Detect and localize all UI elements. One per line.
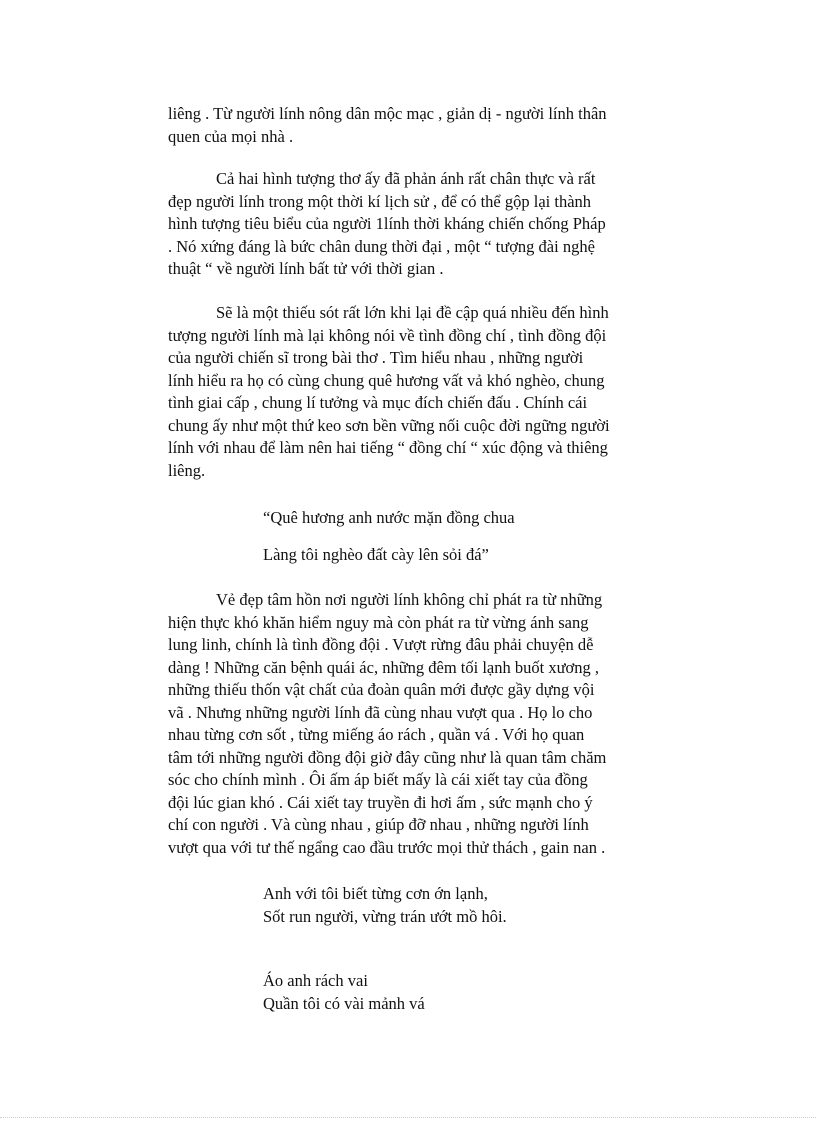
paragraph-1 xyxy=(168,103,668,148)
text-line: lính với nhau để làm nên hai tiếng “ đồng chí “ xúc động và thiêng xyxy=(168,438,608,457)
text-line: liêng. xyxy=(168,460,206,480)
text-line: quen của mọi nhà . xyxy=(168,126,294,146)
verse-stanza-1 xyxy=(263,883,507,928)
text-line: Vẻ đẹp tâm hồn nơi người lính không chỉ phát ra từ những xyxy=(216,590,603,609)
text-line: . Nó xứng đáng là bức chân dung thời đại , một “ tượng đài nghệ xyxy=(168,236,595,256)
verse-text: Sốt run người, vừng trán ướt mồ hôi. xyxy=(263,906,507,926)
text-line: lung linh, chính là tình đồng đội . Vượt rừng đâu phải chuyện dễ xyxy=(168,635,594,654)
text-line: vượt qua với tư thế ngẩng cao đầu trước mọi thử thách , gain nan . xyxy=(168,837,606,857)
text-line: đội lúc gian khó . Cái xiết tay truyền đi hơi ấm , sức mạnh cho ý xyxy=(168,792,593,812)
text-line: vã . Nhưng những người lính đã cùng nhau vượt qua . Họ lo cho xyxy=(168,702,593,722)
text-line: sóc cho chính mình . Ôi ấm áp biết mấy là cái xiết tay của đồng xyxy=(168,770,588,789)
verse-text: Anh với tôi biết từng cơn ớn lạnh, xyxy=(263,884,488,903)
verse-stanza-2 xyxy=(263,970,425,1015)
text-line: tình giai cấp , chung lí tưởng và mục đích chiến đấu . Chính cái xyxy=(168,393,588,412)
text-line: hiện thực khó khăn hiểm nguy mà còn phát ra từ vừng ánh sang xyxy=(168,612,589,632)
text-line: tượng người lính mà lại không nói về tình đồng chí , tình đồng đội xyxy=(168,325,607,345)
text-line: liêng . Từ người lính nông dân mộc mạc , giản dị - người lính thân xyxy=(168,104,607,123)
text-line: lính hiểu ra họ có cùng chung quê hương vất vả khó nghèo, chung xyxy=(168,370,605,390)
text-line: chung ấy như một thứ keo sơn bền vững nối cuộc đời ngững người xyxy=(168,415,610,435)
verse-line-1 xyxy=(263,507,515,530)
verse-line-2 xyxy=(263,544,489,567)
text-line: những thiếu thốn vật chất của đoàn quân mới được gầy dựng vội xyxy=(168,680,595,699)
text-line: Sẽ là một thiếu sót rất lớn khi lại đề cập quá nhiều đến hình xyxy=(216,303,609,322)
text-line: chí con người . Và cùng nhau , giúp đỡ nhau , những người lính xyxy=(168,815,589,834)
text-line: thuật “ về người lính bất tử với thời gian . xyxy=(168,259,444,278)
verse-text: Làng tôi nghèo đất cày lên sỏi đá” xyxy=(263,545,489,564)
text-line: dàng ! Những căn bệnh quái ác, những đêm tối lạnh buốt xương , xyxy=(168,657,600,677)
paragraph-3 xyxy=(168,302,668,482)
text-line: tâm tới những người đồng đội giờ đây cũng như là quan tâm chăm xyxy=(168,747,607,767)
text-line: hình tượng tiêu biểu của người 1lính thời kháng chiến chống Pháp xyxy=(168,214,606,233)
text-line: Cả hai hình tượng thơ ấy đã phản ánh rất chân thực và rất xyxy=(216,169,596,188)
text-line: của người chiến sĩ trong bài thơ . Tìm hiểu nhau , những người xyxy=(168,348,584,367)
verse-text: “Quê hương anh nước mặn đồng chua xyxy=(263,508,515,527)
paragraph-4 xyxy=(168,589,668,859)
page-bottom-divider xyxy=(0,1117,816,1118)
verse-text: Áo anh rách vai xyxy=(263,971,368,990)
verse-text: Quần tôi có vài mảnh vá xyxy=(263,993,425,1013)
paragraph-2 xyxy=(168,168,668,281)
text-line: đẹp người lính trong một thời kí lịch sử , để có thể gộp lại thành xyxy=(168,191,592,211)
text-line: nhau từng cơn sốt , từng miếng áo rách , quần vá . Với họ quan xyxy=(168,725,585,744)
